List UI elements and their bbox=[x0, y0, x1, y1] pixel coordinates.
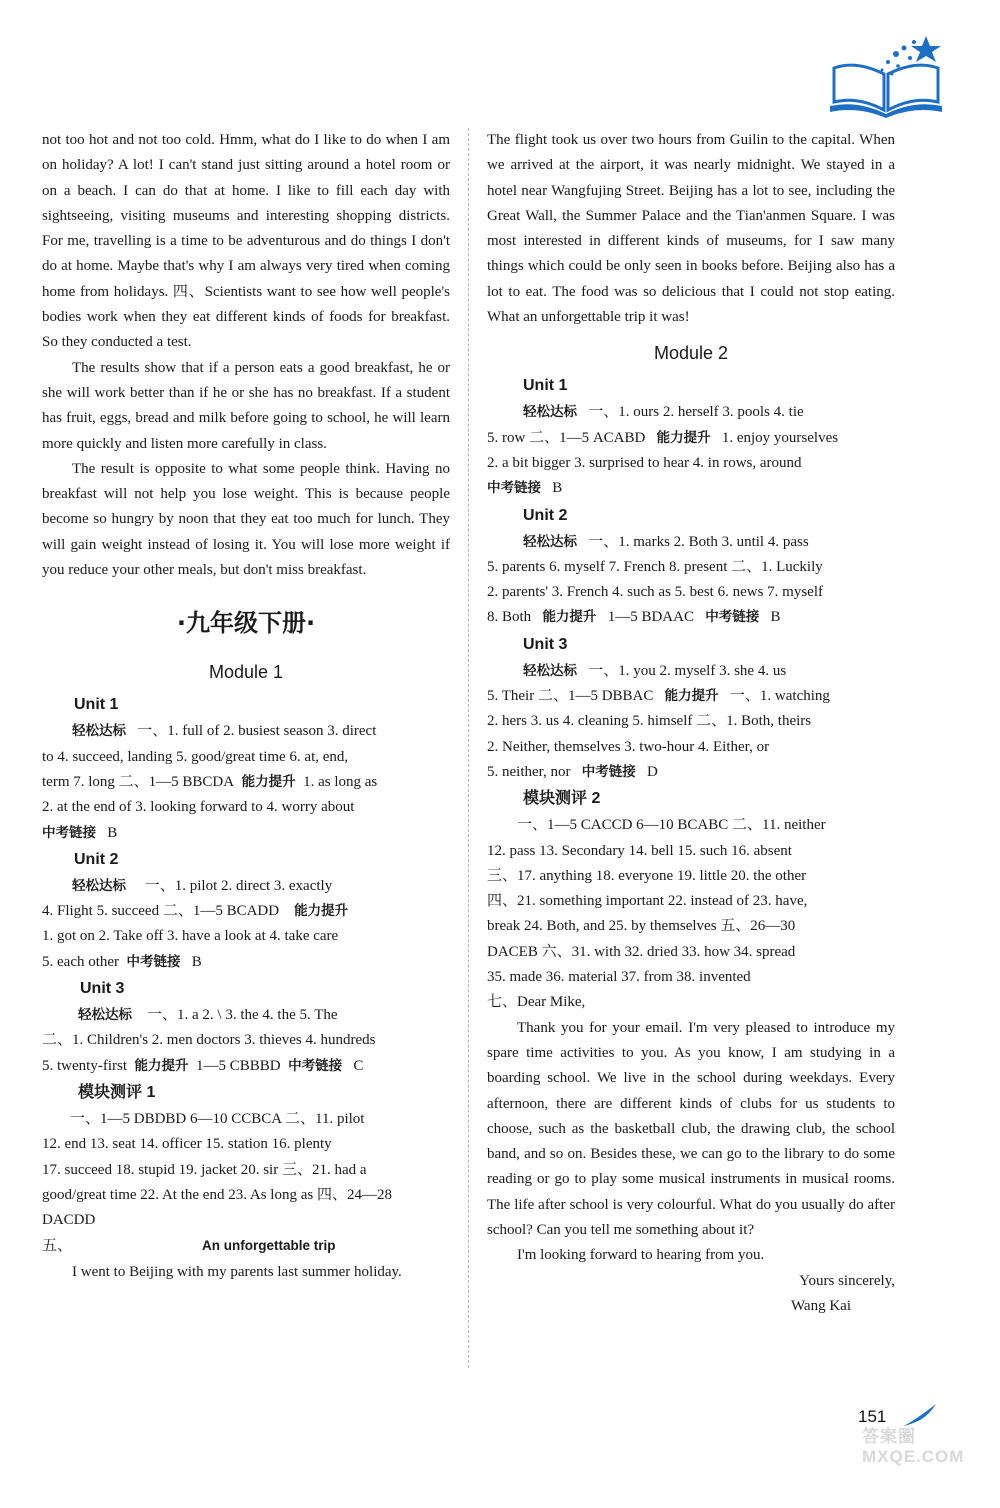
test2-line-3: 三、17. anything 18. everyone 19. little 20. the other bbox=[487, 867, 807, 884]
module-2-title: Module 2 bbox=[653, 343, 729, 364]
essay-first-line: I went to Beijing with my parents last summer holiday. bbox=[72, 1263, 402, 1280]
left-column bbox=[42, 128, 450, 1285]
m2u2-line-2: 5. parents 6. myself 7. French 8. present 二、1. Luckily bbox=[487, 558, 823, 575]
letter-body: Thank you for your email. I'm very pleased to introduce my spare time activities to you. As you know, I am studying in a boarding school. We live in the school during weekdays. Every afternoon, there are different kinds of clubs for us students to choose, such as the basketball club, the drawing club, the school band, and so on. Besides these, we can go to the library to do some reading or go to play some musical instruments in musical rooms. The life after school is very colourful. What do you usually do after school? Can you tell me something about it? bbox=[487, 1019, 895, 1238]
m2u2-line-1: 轻松达标 一、1. marks 2. Both 3. until 4. pass bbox=[523, 533, 809, 550]
watermark: 答案圈 MXQE.COM bbox=[862, 1427, 965, 1466]
m2u1-line-2: 5. row 二、1—5 ACABD 能力提升 1. enjoy yourselves bbox=[487, 429, 839, 446]
test2-line-2: 12. pass 13. Secondary 14. bell 15. such 16. absent bbox=[487, 842, 792, 859]
test1-line-3: 17. succeed 18. stupid 19. jacket 20. sir 三、21. had a bbox=[42, 1161, 367, 1178]
letter-sign-off: Yours sincerely, bbox=[799, 1272, 895, 1289]
letter-closing: I'm looking forward to hearing from you. bbox=[517, 1247, 765, 1264]
m2-unit-3-title: Unit 3 bbox=[523, 635, 568, 653]
m1u2-line-2: 4. Flight 5. succeed 二、1—5 BCADD 能力提升 bbox=[42, 903, 349, 920]
test1-line-5: DACDD bbox=[42, 1212, 96, 1229]
m1u3-line-2: 二、1. Children's 2. men doctors 3. thieves 4. hundreds bbox=[42, 1032, 376, 1049]
m1u1-line-5: 中考链接 B bbox=[42, 824, 118, 841]
essay-title-line: 五、 An unforgettable trip bbox=[42, 1238, 336, 1255]
m2u2-line-4: 8. Both 能力提升 1—5 BDAAC 中考链接 B bbox=[487, 609, 781, 626]
m2u1-line-1: 轻松达标 一、1. ours 2. herself 3. pools 4. tie bbox=[523, 404, 804, 421]
test2-line-7: 35. made 36. material 37. from 38. invented bbox=[487, 969, 751, 986]
m1u1-line-2: to 4. succeed, landing 5. good/great time 6. at, end, bbox=[42, 748, 349, 765]
m2u3-line-1: 轻松达标 一、1. you 2. myself 3. she 4. us bbox=[523, 662, 787, 679]
opposite-paragraph: The result is opposite to what some people think. Having no breakfast will not help you lose weight. This is because people become so hungry by noon that they eat too much for lunch. They will gain weight instead of losing it. You will lose more weight if you reduce your other meals, but don't miss breakfast. bbox=[42, 460, 450, 579]
essay-title: An unforgettable trip bbox=[202, 1238, 336, 1254]
m1u2-line-1: 轻松达标 一、1. pilot 2. direct 3. exactly bbox=[72, 877, 333, 894]
m1u1-line-1: 轻松达标 一、1. full of 2. busiest season 3. direct bbox=[72, 723, 377, 740]
test2-line-5: break 24. Both, and 25. by themselves 五、26—30 bbox=[487, 918, 796, 935]
m1-unit-2-title: Unit 2 bbox=[74, 850, 119, 868]
page-number: 151 bbox=[858, 1407, 887, 1426]
essay-continuation: The flight took us over two hours from Guilin to the capital. When we arrived at the airport, it was nearly midnight. We stayed in a hotel near Wangfujing Street. Beijing has a lot to see, including the Great Wall, the Summer Palace and the Tian'anmen Square. I was most interested in different kinds of museums, for I saw many things which could be only seen in books before. Beijing also has a lot to eat. The food was so delicious that I could not stop eating. What an unforgettable trip it was! bbox=[487, 132, 895, 326]
letter-signature: Wang Kai bbox=[790, 1297, 851, 1314]
test2-line-1: 一、1—5 CACCD 6—10 BCABC 二、11. neither bbox=[517, 817, 826, 834]
results-paragraph: The results show that if a person eats a good breakfast, he or she will work better than if he or she has no breakfast. If a student has fruit, eggs, bread and milk before going to school, he will learn more quickly and listen more carefully in class. bbox=[42, 359, 450, 452]
m1u2-line-4: 5. each other 中考链接 B bbox=[42, 953, 202, 970]
test1-line-4: good/great time 22. At the end 23. As long as 四、24—28 bbox=[42, 1186, 392, 1203]
module-1-title: Module 1 bbox=[208, 662, 284, 683]
open-book-logo-icon bbox=[826, 30, 946, 120]
module-test-2-title: 模块测评 2 bbox=[523, 790, 601, 808]
m2u3-line-4: 2. Neither, themselves 3. two-hour 4. Either, or bbox=[487, 738, 770, 755]
m1-unit-3-title: Unit 3 bbox=[80, 980, 125, 998]
m2-unit-2-title: Unit 2 bbox=[523, 506, 568, 524]
intro-paragraph: not too hot and not too cold. Hmm, what do I like to do when I am on holiday? A lot! I can't stand just sitting around a hotel room or on a beach. I can do that at home. I like to fill each day with sightseeing, visiting museums and interesting shopping districts. For me, travelling is a time to be adventurous and do things I don't do at home. Maybe that's why I am always very tired when coming home from holidays. 四、Scientists want to see how well people's bodies work when they eat different kinds of foods for breakfast. So they conducted a test. bbox=[42, 132, 450, 351]
test2-line-6: DACEB 六、31. with 32. dried 33. how 34. spread bbox=[487, 943, 796, 960]
test1-line-1: 一、1—5 DBDBD 6—10 CCBCA 二、11. pilot bbox=[70, 1110, 365, 1127]
m1-unit-1-title: Unit 1 bbox=[74, 696, 119, 714]
m2-unit-1-title: Unit 1 bbox=[523, 377, 568, 395]
m2u3-line-3: 2. hers 3. us 4. cleaning 5. himself 二、1. Both, theirs bbox=[487, 713, 812, 730]
m2u3-line-2: 5. Their 二、1—5 DBBAC 能力提升 一、1. watching bbox=[487, 688, 830, 705]
m2u3-line-5: 5. neither, nor 中考链接 D bbox=[487, 763, 658, 780]
test1-line-2: 12. end 13. seat 14. officer 15. station 16. plenty bbox=[42, 1136, 332, 1153]
right-column bbox=[487, 128, 895, 1319]
m2u1-line-4: 中考链接 B bbox=[487, 480, 563, 497]
m1u3-line-1: 轻松达标 一、1. a 2. \ 3. the 4. the 5. The bbox=[78, 1007, 338, 1024]
section-title: ·九年级下册· bbox=[176, 609, 316, 638]
test2-line-4: 四、21. something important 22. instead of 23. have, bbox=[487, 893, 808, 910]
column-divider bbox=[468, 128, 469, 1368]
module-test-1-title: 模块测评 1 bbox=[78, 1083, 156, 1101]
letter-salutation: 七、Dear Mike, bbox=[487, 994, 586, 1011]
m1u1-line-4: 2. at the end of 3. looking forward to 4. worry about bbox=[42, 799, 355, 816]
m1u3-line-3: 5. twenty-first 能力提升 1—5 CBBBD 中考链接 C bbox=[42, 1057, 364, 1074]
m2u1-line-3: 2. a bit bigger 3. surprised to hear 4. in rows, around bbox=[487, 454, 802, 471]
m1u1-line-3: term 7. long 二、1—5 BBCDA 能力提升 1. as long as bbox=[42, 773, 378, 790]
m2u2-line-3: 2. parents' 3. French 4. such as 5. best 6. news 7. myself bbox=[487, 584, 823, 601]
m1u2-line-3: 1. got on 2. Take off 3. have a look at 4. take care bbox=[42, 928, 339, 945]
